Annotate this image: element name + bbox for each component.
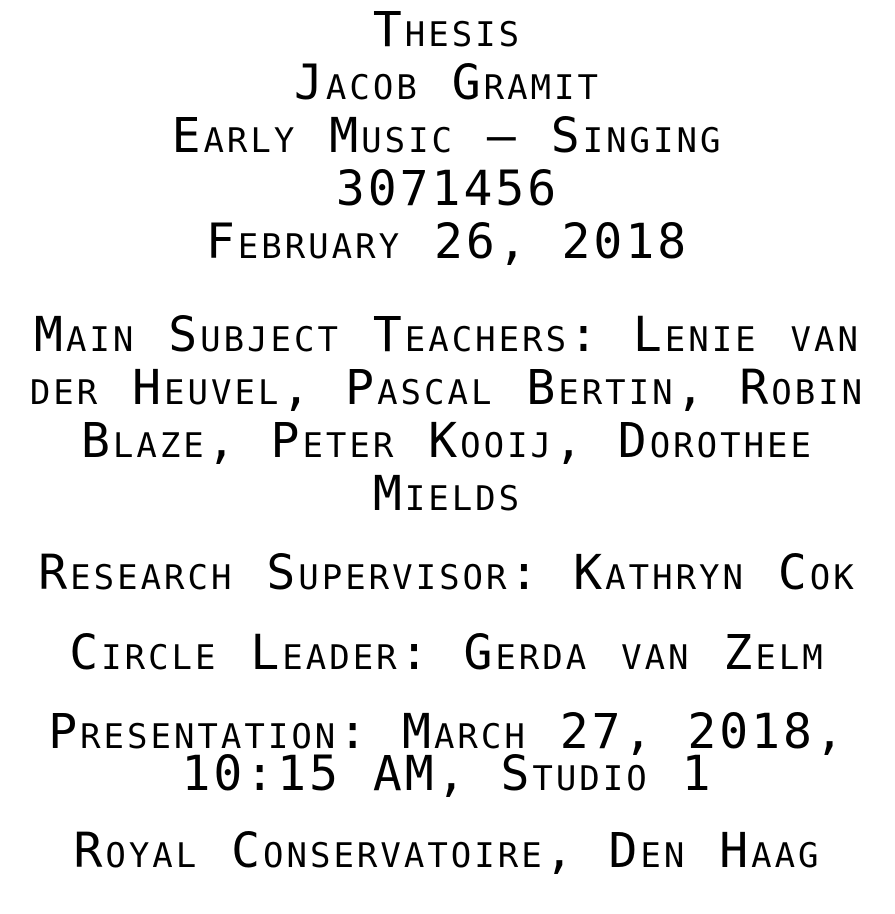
- supervisor-line: Research Supervisor: Kathryn Cok: [38, 545, 857, 601]
- author-name: Jacob Gramit: [294, 55, 601, 111]
- venue-line: Royal Conservatoire, Den Haag: [73, 823, 822, 879]
- teachers-line: Main Subject Teachers: Lenie van: [34, 307, 861, 363]
- teachers-line: Mields: [372, 466, 523, 522]
- circle-leader-block: [0, 627, 895, 680]
- supervisor-block: [0, 547, 895, 600]
- presentation-line: Presentation: March 27, 2018,: [48, 704, 847, 760]
- thesis-label: Thesis: [372, 2, 523, 58]
- circle-leader-line: Circle Leader: Gerda van Zelm: [69, 625, 826, 681]
- program-name: Early Music — Singing: [171, 108, 724, 164]
- student-number: 3071456: [335, 161, 560, 217]
- teachers-block: [0, 309, 895, 521]
- venue-block: [0, 825, 895, 878]
- teachers-line: der Heuvel, Pascal Bertin, Robin: [29, 360, 866, 416]
- presentation-line: 10:15 AM, Studio 1: [181, 746, 714, 802]
- submission-date: February 26, 2018: [205, 214, 690, 270]
- presentation-block: [0, 704, 895, 802]
- title-block: [0, 4, 895, 269]
- teachers-line: Blaze, Peter Kooij, Dorothee: [80, 413, 814, 469]
